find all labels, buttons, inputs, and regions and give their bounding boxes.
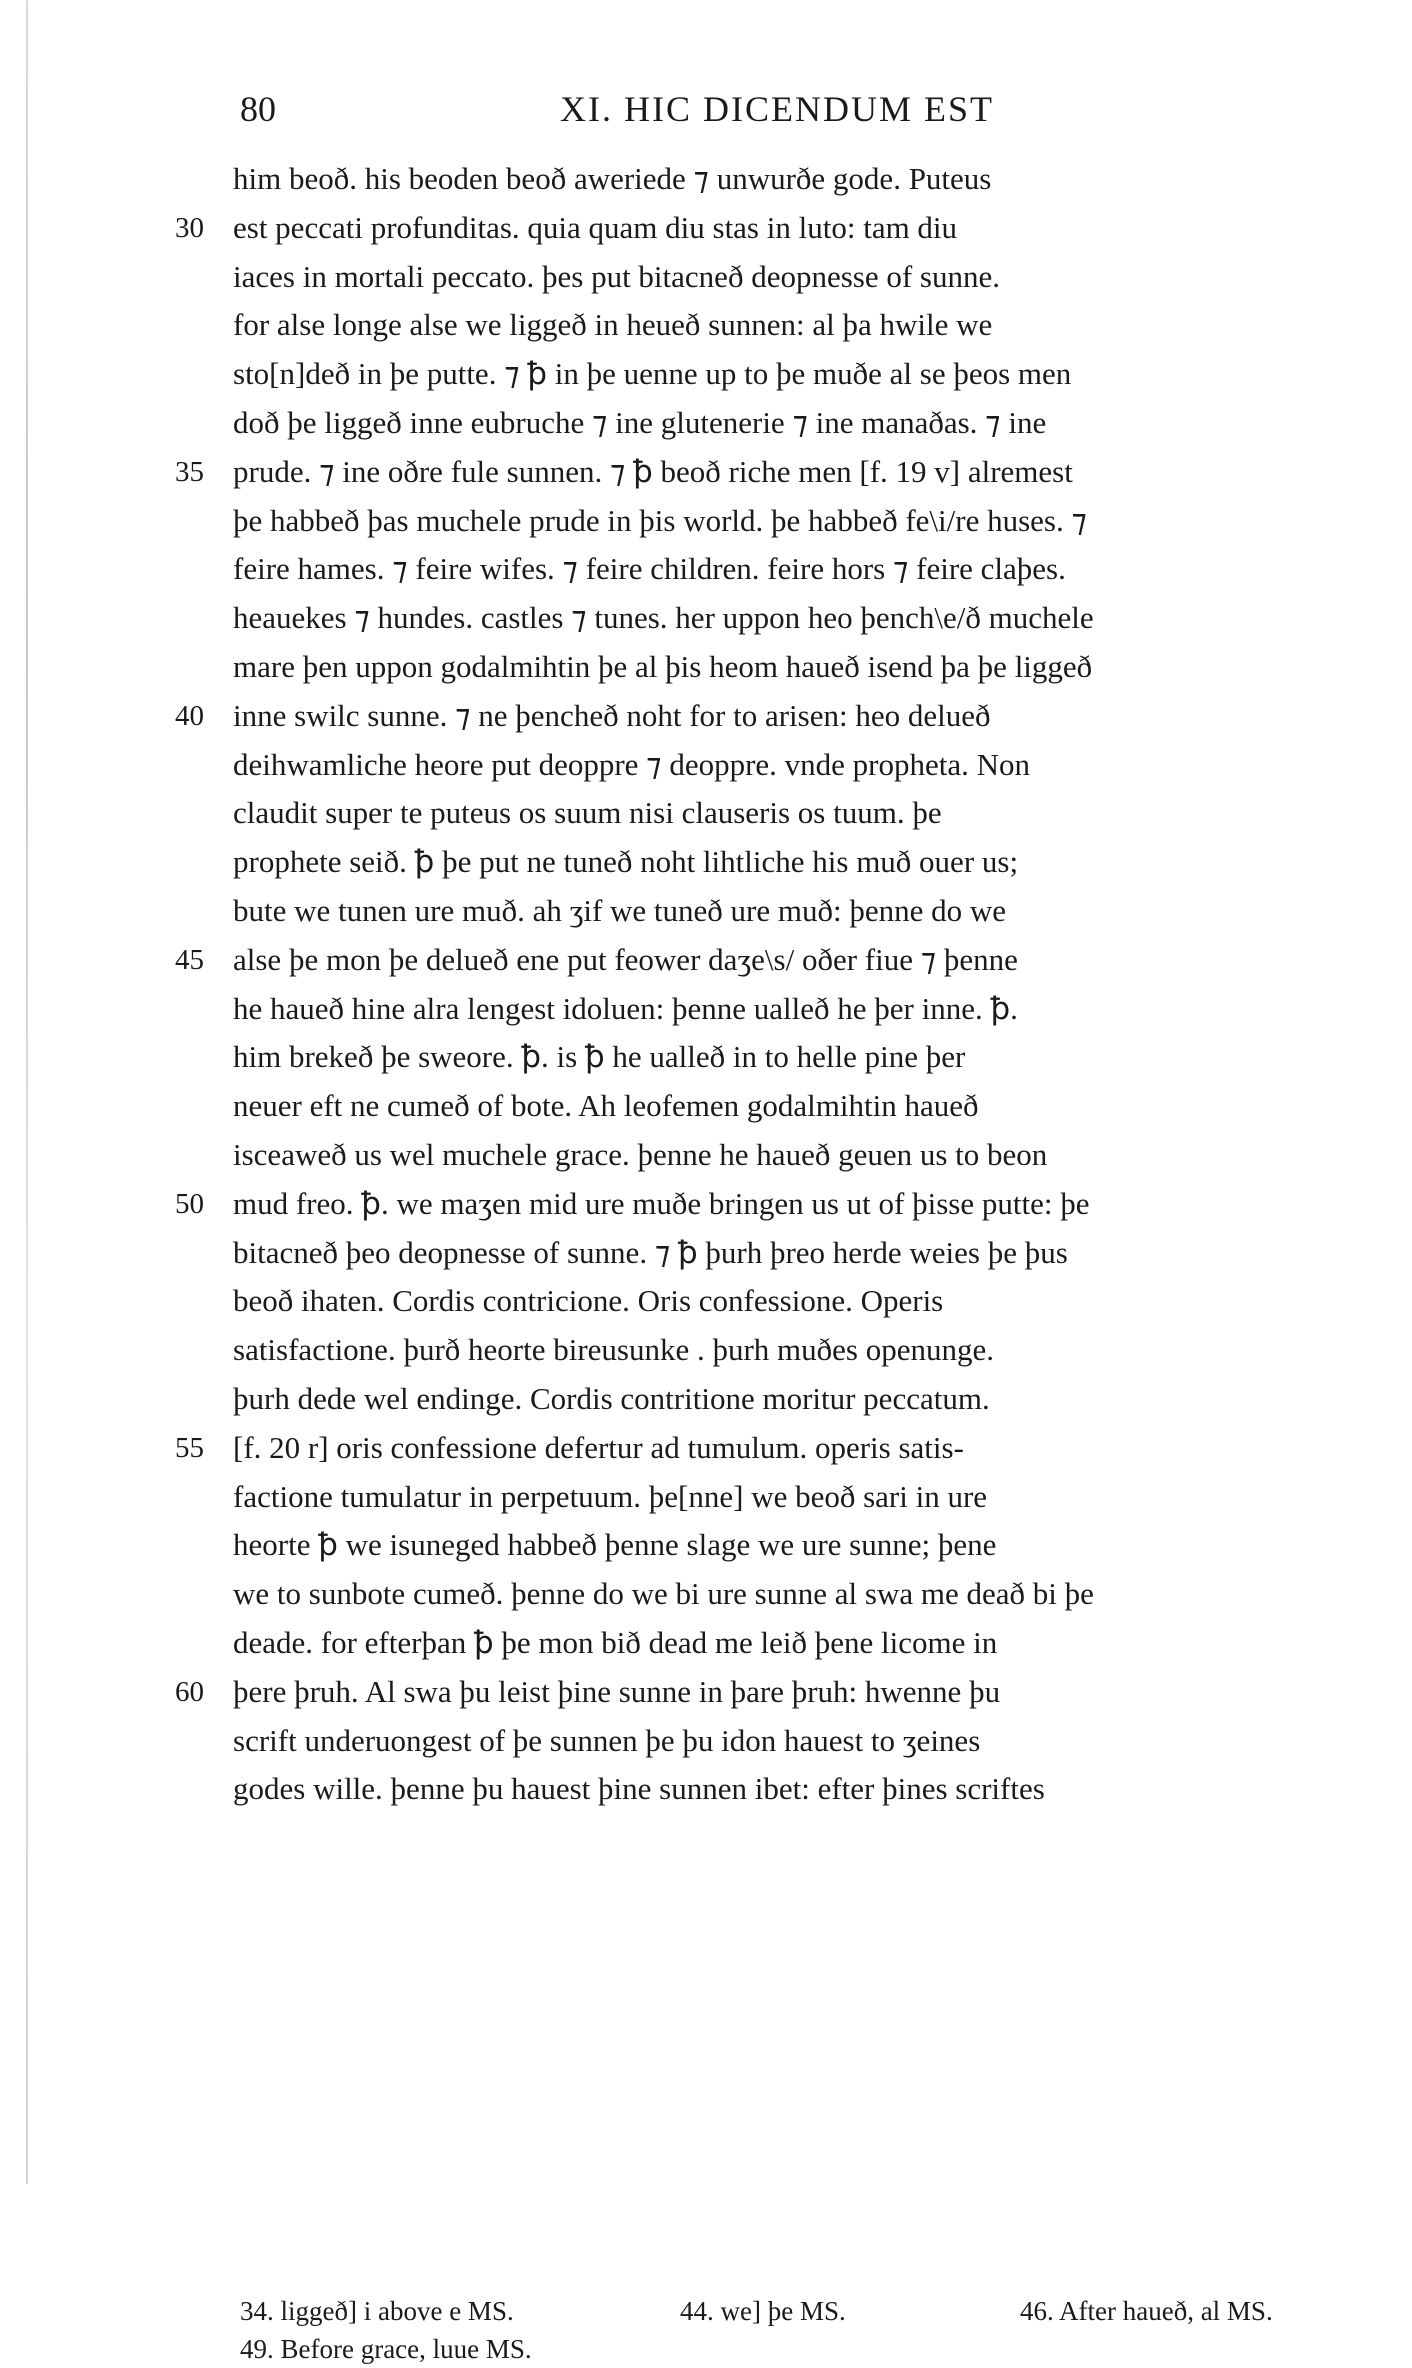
footnote-row: [240, 2292, 1390, 2330]
text-line: [175, 1619, 1405, 1668]
line-text: he haueð hine alra lengest idoluen: þenne ualleð he þer inne. ꝥ.: [233, 990, 1018, 1026]
line-text: scrift underuongest of þe sunnen þe þu idon hauest to ʒeines: [233, 1722, 981, 1758]
line-text: factione tumulatur in perpetuum. þe[nne] we beoð sari in ure: [233, 1478, 988, 1514]
line-text: þe habbeð þas muchele prude in þis world. þe habbeð fe\i/re huses. ⁊: [233, 502, 1087, 538]
line-text: isceaweð us wel muchele grace. þenne he haueð geuen us to beon: [233, 1136, 1048, 1172]
text-line: [175, 1521, 1405, 1570]
line-text: bute we tunen ure muð. ah ʒif we tuneð ure muð: þenne do we: [233, 892, 1007, 928]
line-number: 55: [175, 1431, 204, 1464]
text-line: [175, 204, 1405, 253]
line-text: him brekeð þe sweore. ꝥ. is ꝥ he ualleð in to helle pine þer: [233, 1039, 966, 1075]
text-line: [175, 1229, 1405, 1278]
line-number: 60: [175, 1675, 204, 1708]
text-line: [175, 497, 1405, 546]
text-line: [175, 1424, 1405, 1473]
text-line: [175, 1570, 1405, 1619]
text-line: [175, 1326, 1405, 1375]
line-text: feire hames. ⁊ feire wifes. ⁊ feire children. feire hors ⁊ feire claþes.: [233, 551, 1066, 587]
page-header: [240, 88, 1390, 144]
text-line: [175, 789, 1405, 838]
text-line: [175, 887, 1405, 936]
text-line: [175, 936, 1405, 985]
text-line: [175, 155, 1405, 204]
text-line: [175, 1131, 1405, 1180]
line-number: 30: [175, 211, 204, 244]
text-line: [175, 1473, 1405, 1522]
line-text: deihwamliche heore put deoppre ⁊ deoppre. vnde propheta. Non: [233, 746, 1031, 782]
line-text: we to sunbote cumeð. þenne do we bi ure sunne al swa me deað bi þe: [233, 1576, 1094, 1612]
body-text: [175, 155, 1405, 1814]
line-text: alse þe mon þe delueð ene put feower daʒe\s/ oðer fiue ⁊ þenne: [233, 941, 1018, 977]
line-text: him beoð. his beoden beoð aweriede ⁊ unwurðe gode. Puteus: [233, 161, 992, 196]
line-number: 40: [175, 699, 204, 732]
footnote: 46. After haueð, al MS.: [1020, 2296, 1273, 2326]
text-line: [175, 301, 1405, 350]
line-text: for alse longe alse we liggeð in heueð sunnen: al þa hwile we: [233, 307, 993, 343]
text-line: [175, 1717, 1405, 1766]
line-text: heorte ꝥ we isuneged habbeð þenne slage we ure sunne; þene: [233, 1527, 997, 1563]
text-line: [175, 350, 1405, 399]
line-text: þurh dede wel endinge. Cordis contritione moritur peccatum.: [233, 1380, 990, 1416]
text-line: [175, 399, 1405, 448]
text-line: [175, 253, 1405, 302]
line-text: doð þe liggeð inne eubruche ⁊ ine glutenerie ⁊ ine manaðas. ⁊ ine: [233, 404, 1047, 440]
footnote: 49. Before grace, luue MS.: [240, 2334, 532, 2364]
line-text: prude. ⁊ ine oðre fule sunnen. ⁊ ꝥ beoð riche men [f. 19 v] alremest: [233, 453, 1073, 489]
footnotes: [240, 2292, 1390, 2368]
line-text: satisfactione. þurð heorte bireusunke . þurh muðes openunge.: [233, 1332, 995, 1368]
text-line: [175, 1082, 1405, 1131]
line-text: iaces in mortali peccato. þes put bitacneð deopnesse of sunne.: [233, 258, 1000, 294]
line-text: claudit super te puteus os suum nisi clauseris os tuum. þe: [233, 795, 942, 831]
line-text: inne swilc sunne. ⁊ ne þencheð noht for to arisen: heo delueð: [233, 697, 991, 733]
footnote: 34. liggeð] i above e MS.: [240, 2296, 514, 2326]
line-text: mare þen uppon godalmihtin þe al þis heom haueð isend þa þe liggeð: [233, 648, 1093, 684]
text-line: [175, 448, 1405, 497]
text-line: [175, 1277, 1405, 1326]
text-line: [175, 1765, 1405, 1814]
line-text: bitacneð þeo deopnesse of sunne. ⁊ ꝥ þurh þreo herde weies þe þus: [233, 1234, 1068, 1270]
line-text: godes wille. þenne þu hauest þine sunnen ibet: efter þines scriftes: [233, 1771, 1045, 1807]
text-line: [175, 741, 1405, 790]
line-text: deade. for efterþan ꝥ þe mon bið dead me leið þene licome in: [233, 1624, 998, 1660]
line-text: heauekes ⁊ hundes. castles ⁊ tunes. her uppon heo þench\e/ð muchele: [233, 600, 1094, 636]
text-line: [175, 1033, 1405, 1082]
text-line: [175, 1668, 1405, 1717]
text-line: [175, 838, 1405, 887]
text-line: [175, 1375, 1405, 1424]
line-text: prophete seið. ꝥ þe put ne tuneð noht lihtliche his muð ouer us;: [233, 844, 1019, 880]
text-line: [175, 985, 1405, 1034]
page-number: 80: [240, 89, 276, 129]
scan-edge-shadow: [26, 0, 28, 2184]
line-text: [f. 20 r] oris confessione defertur ad tumulum. operis satis-: [233, 1429, 964, 1465]
footnote: 44. we] þe MS.: [680, 2296, 846, 2326]
footnote-row: [240, 2330, 1390, 2368]
line-text: beoð ihaten. Cordis contricione. Oris confessione. Operis: [233, 1283, 944, 1319]
text-line: [175, 643, 1405, 692]
line-text: mud freo. ꝥ. we maʒen mid ure muðe bringen us ut of þisse putte: þe: [233, 1185, 1090, 1221]
line-text: neuer eft ne cumeð of bote. Ah leofemen godalmihtin haueð: [233, 1088, 979, 1124]
line-text: est peccati profunditas. quia quam diu stas in luto: tam diu: [233, 209, 958, 245]
line-number: 45: [175, 943, 204, 976]
text-line: [175, 692, 1405, 741]
line-number: 35: [175, 455, 204, 488]
line-text: sto[n]deð in þe putte. ⁊ ꝥ in þe uenne up to þe muðe al se þeos men: [233, 356, 1072, 392]
text-line: [175, 545, 1405, 594]
line-number: 50: [175, 1187, 204, 1220]
text-line: [175, 594, 1405, 643]
line-text: þere þruh. Al swa þu leist þine sunne in þare þruh: hwenne þu: [233, 1673, 1001, 1709]
running-title: XI. HIC DICENDUM EST: [560, 89, 994, 129]
text-line: [175, 1180, 1405, 1229]
